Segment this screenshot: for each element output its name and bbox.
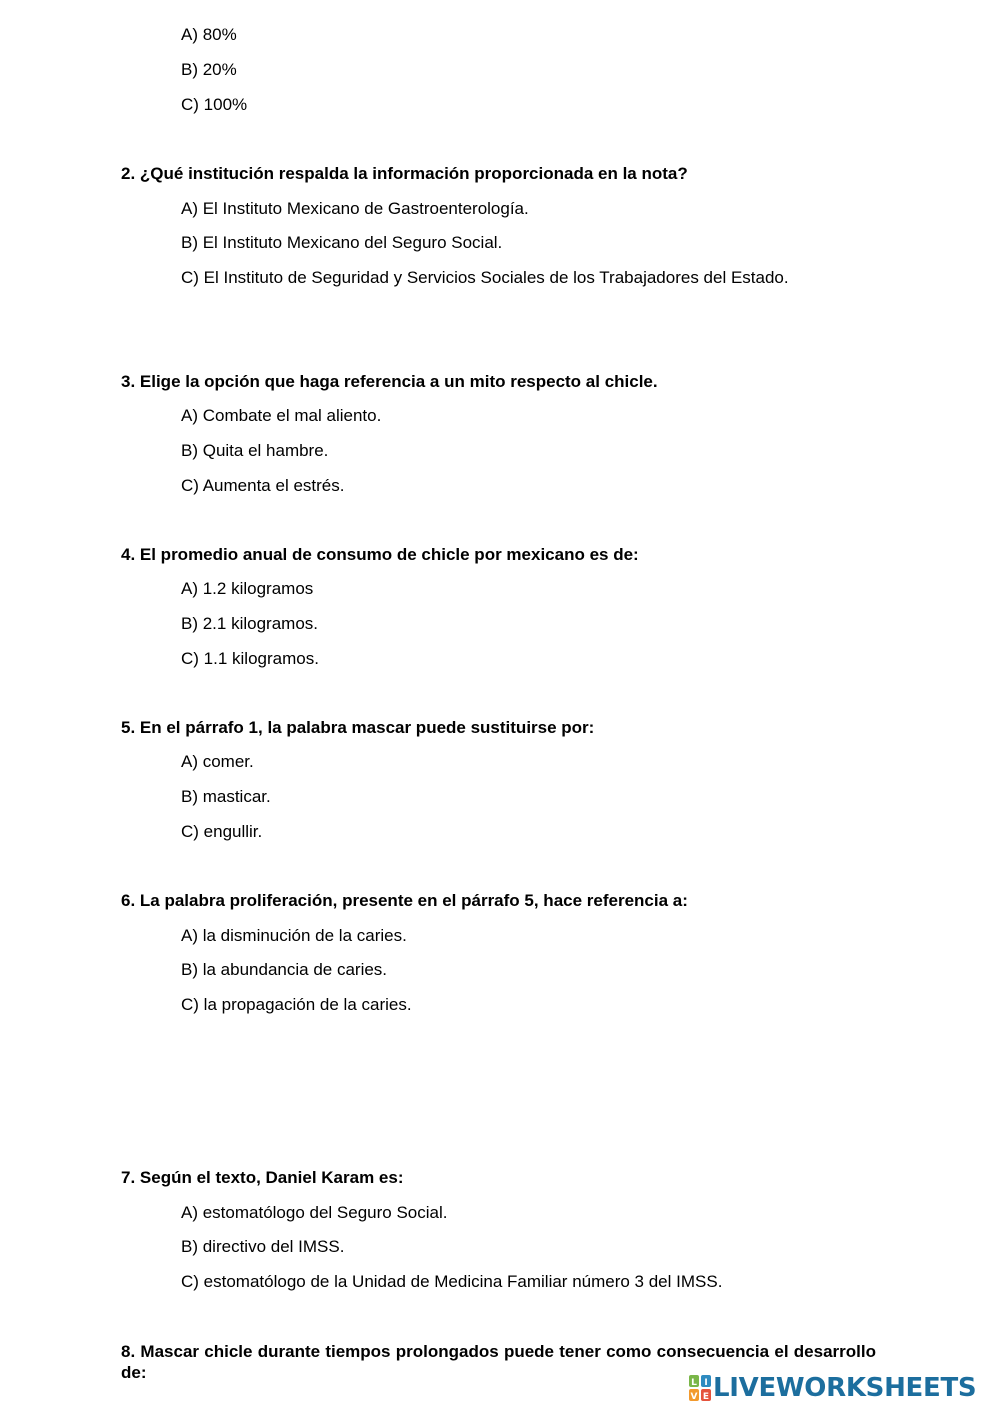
q4-option-a: A) 1.2 kilogramos	[181, 579, 314, 598]
question-4: 4. El promedio anual de consumo de chicle por mexicano es de:	[121, 545, 639, 564]
q5-option-b: B) masticar.	[181, 787, 271, 806]
q4-option-c: C) 1.1 kilogramos.	[181, 649, 319, 668]
question-3: 3. Elige la opción que haga referencia a un mito respecto al chicle.	[121, 372, 658, 391]
q1-option-b: B) 20%	[181, 60, 237, 79]
q3-option-c: C) Aumenta el estrés.	[181, 476, 345, 495]
question-2: 2. ¿Qué institución respalda la información proporcionada en la nota?	[121, 164, 688, 183]
liveworksheets-logo	[689, 1372, 976, 1404]
q6-option-c: C) la propagación de la caries.	[181, 995, 412, 1014]
q3-option-b: B) Quita el hambre.	[181, 441, 329, 460]
liveworksheets-wordmark: LIVEWORKSHEETS	[713, 1373, 977, 1403]
svg-text:E: E	[702, 1392, 710, 1401]
q2-option-b: B) El Instituto Mexicano del Seguro Social.	[181, 233, 503, 252]
question-7: 7. Según el texto, Daniel Karam es:	[121, 1168, 404, 1187]
q7-option-a: A) estomatólogo del Seguro Social.	[181, 1203, 448, 1222]
q4-option-b: B) 2.1 kilogramos.	[181, 614, 318, 633]
svg-text:V: V	[690, 1392, 698, 1401]
q6-option-b: B) la abundancia de caries.	[181, 960, 388, 979]
question-5: 5. En el párrafo 1, la palabra mascar puede sustituirse por:	[121, 718, 595, 737]
q2-option-c: C) El Instituto de Seguridad y Servicios Sociales de los Trabajadores del Estado.	[181, 268, 789, 287]
svg-text:L: L	[691, 1378, 697, 1388]
question-8: 8. Mascar chicle durante tiempos prolongados puede tener como consecuencia el desarrollo de:	[121, 1342, 876, 1382]
q6-option-a: A) la disminución de la caries.	[181, 926, 407, 945]
liveworksheets-mark-icon	[689, 1375, 711, 1401]
q2-option-a: A) El Instituto Mexicano de Gastroenterología.	[181, 199, 529, 218]
q5-option-c: C) engullir.	[181, 822, 263, 841]
q7-option-b: B) directivo del IMSS.	[181, 1237, 345, 1256]
q7-option-c: C) estomatólogo de la Unidad de Medicina Familiar número 3 del IMSS.	[181, 1272, 723, 1291]
q5-option-a: A) comer.	[181, 752, 254, 771]
q3-option-a: A) Combate el mal aliento.	[181, 406, 382, 425]
q1-option-c: C) 100%	[181, 95, 248, 114]
svg-text:I: I	[704, 1378, 708, 1388]
q1-option-a: A) 80%	[181, 25, 237, 44]
question-6: 6. La palabra proliferación, presente en el párrafo 5, hace referencia a:	[121, 891, 688, 910]
